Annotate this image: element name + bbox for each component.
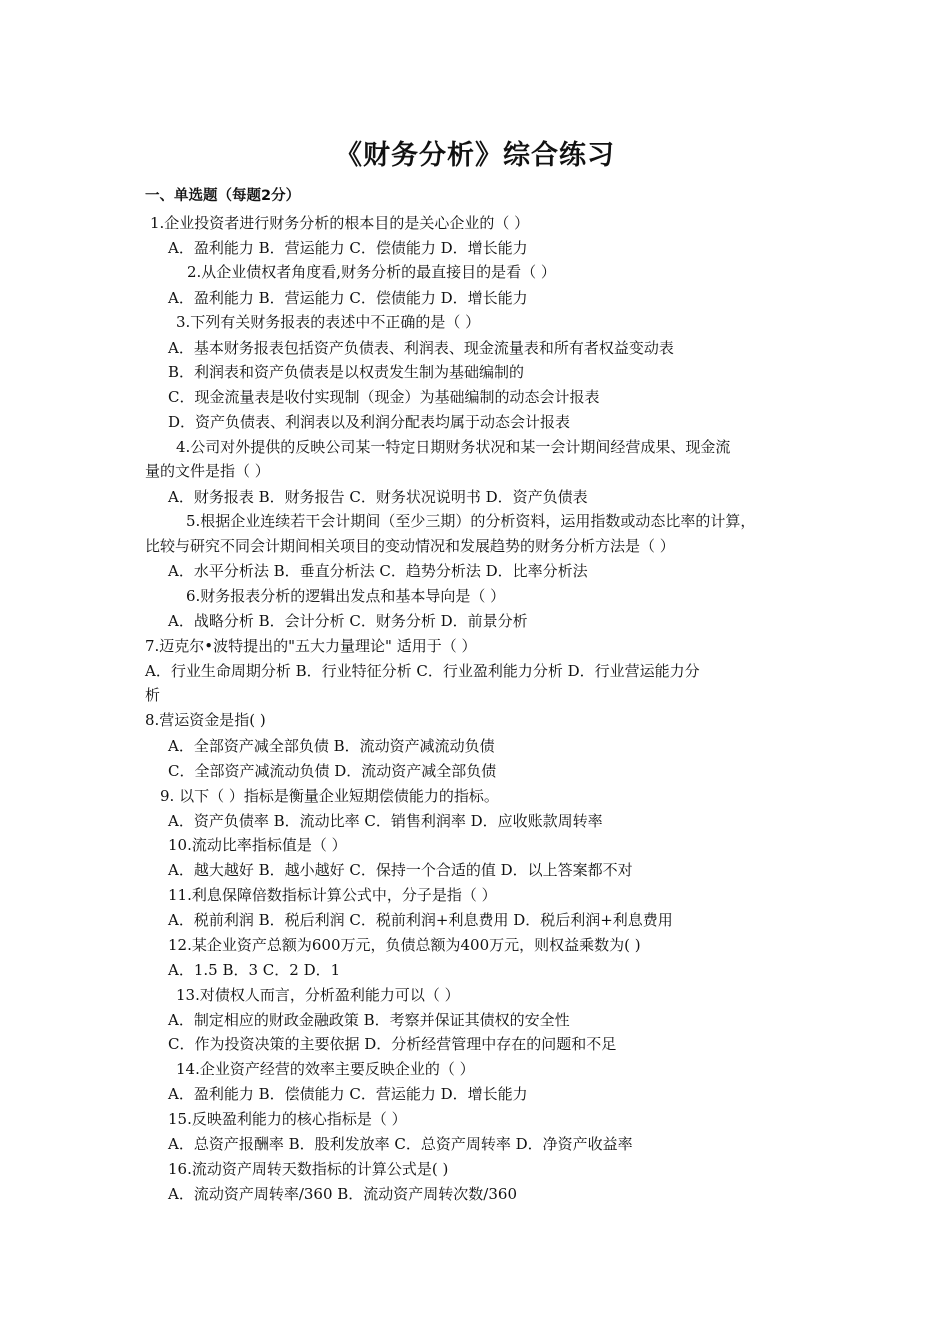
page-title: 《财务分析》综合练习: [335, 140, 615, 171]
question-11: 11.利息保障倍数指标计算公式中，分子是指（ ）: [168, 886, 497, 904]
question-10-options: A．越大越好 B．越小越好 C．保持一个合适的值 D．以上答案都不对: [168, 861, 633, 879]
question-4-line-2: 量的文件是指（ ）: [145, 462, 270, 480]
question-13: 13.对债权人而言，分析盈利能力可以（ ）: [176, 986, 460, 1004]
question-3-option-a: A．基本财务报表包括资产负债表、利润表、现金流量表和所有者权益变动表: [168, 339, 674, 357]
section-heading: 一、单选题（每题2分）: [145, 188, 301, 204]
question-14-options: A．盈利能力 B．偿债能力 C．营运能力 D．增长能力: [168, 1085, 528, 1103]
question-2-options: A．盈利能力 B．营运能力 C．偿债能力 D．增长能力: [168, 289, 528, 307]
question-16: 16.流动资产周转天数指标的计算公式是( ): [168, 1160, 449, 1178]
question-13-options-cd: C．作为投资决策的主要依据 D．分析经营管理中存在的问题和不足: [168, 1035, 617, 1053]
question-3-option-c: C．现金流量表是收付实现制（现金）为基础编制的动态会计报表: [168, 388, 600, 406]
question-5-line-2: 比较与研究不同会计期间相关项目的变动情况和发展趋势的财务分析方法是（ ）: [145, 537, 675, 555]
question-12-options: A．1.5 B．3 C．2 D．1: [168, 961, 341, 979]
question-7-options: A．行业生命周期分析 B．行业特征分析 C．行业盈利能力分析 D．行业营运能力分: [145, 662, 700, 680]
question-15-options: A．总资产报酬率 B．股利发放率 C．总资产周转率 D．净资产收益率: [168, 1135, 633, 1153]
question-4-line-1: 4.公司对外提供的反映公司某一特定日期财务状况和某一会计期间经营成果、现金流: [176, 438, 731, 456]
question-7: 7.迈克尔•波特提出的"五大力量理论" 适用于（ ）: [145, 637, 477, 655]
question-8: 8.营运资金是指( ): [145, 711, 266, 729]
question-11-options: A．税前利润 B．税后利润 C．税前利润+利息费用 D．税后利润+利息费用: [168, 911, 673, 929]
question-3: 3.下列有关财务报表的表述中不正确的是（ ）: [176, 313, 481, 331]
question-9-options: A．资产负债率 B．流动比率 C．销售利润率 D．应收账款周转率: [168, 812, 603, 830]
question-1-options: A．盈利能力 B．营运能力 C．偿债能力 D．增长能力: [168, 239, 528, 257]
question-8-options-cd: C．全部资产减流动负债 D．流动资产减全部负债: [168, 762, 497, 780]
question-4-options: A．财务报表 B．财务报告 C．财务状况说明书 D．资产负债表: [168, 488, 588, 506]
question-9: 9. 以下（ ）指标是衡量企业短期偿债能力的指标。: [160, 787, 499, 805]
question-3-option-b: B．利润表和资产负债表是以权责发生制为基础编制的: [168, 363, 525, 381]
question-7-options-wrap: 析: [145, 686, 161, 704]
question-8-options-ab: A．全部资产减全部负债 B．流动资产减流动负债: [168, 737, 495, 755]
question-6: 6.财务报表分析的逻辑出发点和基本导向是（ ）: [186, 587, 506, 605]
question-12: 12.某企业资产总额为600万元，负债总额为400万元，则权益乘数为( ): [168, 936, 641, 954]
question-3-option-d: D．资产负债表、利润表以及利润分配表均属于动态会计报表: [168, 413, 571, 431]
question-13-options-ab: A．制定相应的财政金融政策 B．考察并保证其债权的安全性: [168, 1011, 570, 1029]
question-5-line-1: 5.根据企业连续若干会计期间（至少三期）的分析资料，运用指数或动态比率的计算，: [186, 512, 756, 530]
question-6-options: A．战略分析 B．会计分析 C．财务分析 D．前景分析: [168, 612, 528, 630]
question-10: 10.流动比率指标值是（ ）: [168, 836, 347, 854]
question-2: 2.从企业债权者角度看,财务分析的最直接目的是看（ ）: [187, 263, 556, 281]
question-5-options: A．水平分析法 B．垂直分析法 C．趋势分析法 D．比率分析法: [168, 562, 588, 580]
question-1: 1.企业投资者进行财务分析的根本目的是关心企业的（ ）: [150, 214, 530, 232]
question-15: 15.反映盈利能力的核心指标是（ ）: [168, 1110, 407, 1128]
question-14: 14.企业资产经营的效率主要反映企业的（ ）: [176, 1060, 475, 1078]
question-16-options: A．流动资产周转率/360 B．流动资产周转次数/360: [168, 1185, 517, 1203]
